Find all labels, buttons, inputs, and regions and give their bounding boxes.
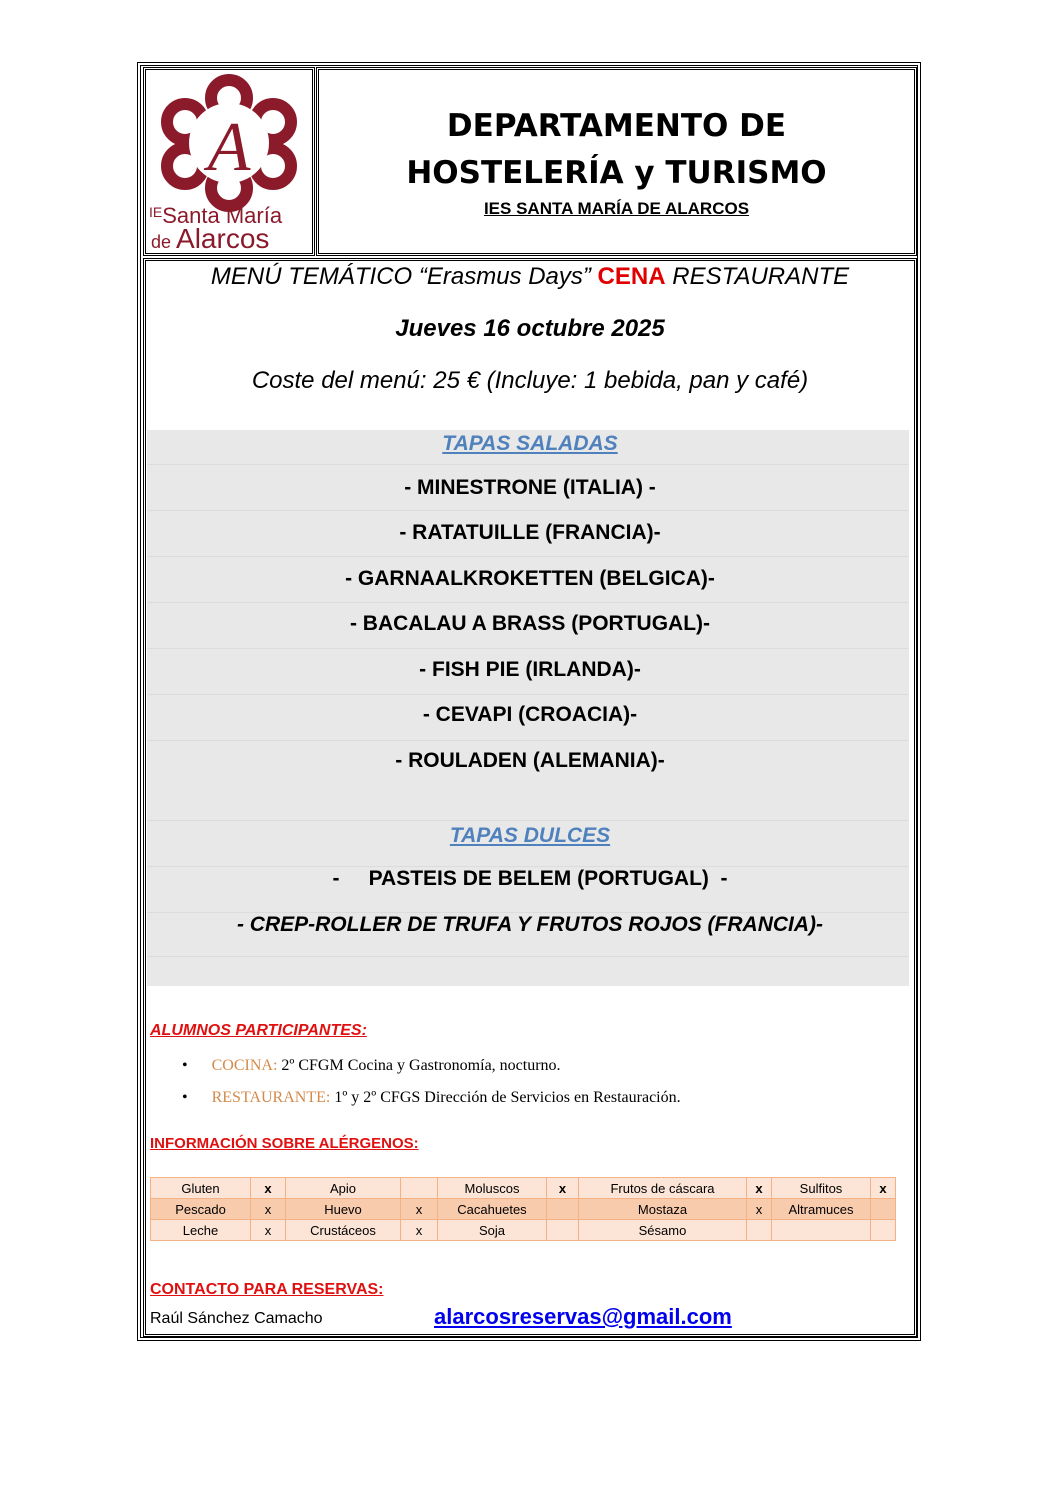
student-text: 1º y 2º CFGS Dirección de Servicios en Restauración. bbox=[330, 1089, 681, 1106]
dish-item: - ROULADEN (ALEMANIA)- bbox=[395, 749, 665, 772]
cell: Soja bbox=[438, 1220, 547, 1241]
cell bbox=[871, 1220, 896, 1241]
cell bbox=[401, 1178, 438, 1199]
menu-date: Jueves 16 octubre 2025 bbox=[395, 315, 665, 342]
cell: Frutos de cáscara bbox=[579, 1178, 747, 1199]
cell bbox=[871, 1199, 896, 1220]
student-item: • COCINA: 2º CFGM Cocina y Gastronomía, nocturno. bbox=[182, 1057, 561, 1074]
contact-name: Raúl Sánchez Camacho bbox=[150, 1310, 323, 1327]
contact-heading: CONTACTO PARA RESERVAS: bbox=[150, 1281, 384, 1298]
school-logo-icon bbox=[146, 70, 312, 253]
student-item: • RESTAURANTE: 1º y 2º CFGS Dirección de Servicios en Restauración. bbox=[182, 1089, 681, 1106]
cell: x bbox=[251, 1178, 286, 1199]
cell: Leche bbox=[151, 1220, 251, 1241]
student-text: 2º CFGM Cocina y Gastronomía, nocturno. bbox=[277, 1057, 561, 1074]
cell: x bbox=[251, 1199, 286, 1220]
table-row bbox=[151, 1199, 896, 1220]
student-label: COCINA: bbox=[211, 1057, 278, 1074]
cell: Apio bbox=[286, 1178, 401, 1199]
table-row bbox=[151, 1220, 896, 1241]
menu-title-pre: MENÚ TEMÁTICO “Erasmus Days” bbox=[210, 263, 598, 290]
dish-item: - RATATUILLE (FRANCIA)- bbox=[399, 521, 661, 544]
cell: Gluten bbox=[151, 1178, 251, 1199]
title-line-1: DEPARTAMENTO DE bbox=[446, 108, 787, 144]
dish-item: - MINESTRONE (ITALIA) - bbox=[404, 476, 656, 499]
cell: x bbox=[401, 1199, 438, 1220]
dish-item: - PASTEIS DE BELEM (PORTUGAL) - bbox=[332, 867, 728, 890]
cell: x bbox=[871, 1178, 896, 1199]
contact-email-link[interactable]: alarcosreservas@gmail.com bbox=[434, 1304, 732, 1329]
menu-title-post: RESTAURANTE bbox=[665, 263, 850, 290]
tapas-dulces-heading: TAPAS DULCES bbox=[449, 824, 611, 847]
header-title bbox=[316, 67, 917, 256]
dish-item: - CREP-ROLLER DE TRUFA Y FRUTOS ROJOS (FRANCIA)- bbox=[236, 913, 824, 936]
logo bbox=[143, 67, 315, 256]
cell: x bbox=[547, 1178, 579, 1199]
cell: Huevo bbox=[286, 1199, 401, 1220]
subtitle: IES SANTA MARÍA DE ALARCOS bbox=[483, 199, 750, 218]
menu-title-highlight: CENA bbox=[597, 263, 666, 290]
cell: Cacahuetes bbox=[438, 1199, 547, 1220]
dish-item: - CEVAPI (CROACIA)- bbox=[422, 703, 638, 726]
svg-text:IESanta María: $^{IE}$Santa María bbox=[149, 203, 283, 228]
table-row bbox=[151, 1178, 896, 1199]
cell bbox=[772, 1220, 871, 1241]
cell: Sésamo bbox=[579, 1220, 747, 1241]
allergens-heading: INFORMACIÓN SOBRE ALÉRGENOS: bbox=[150, 1135, 419, 1152]
cell: Altramuces bbox=[772, 1199, 871, 1220]
cell: Mostaza bbox=[579, 1199, 747, 1220]
svg-text:A: A bbox=[207, 109, 251, 186]
svg-text:de Alarcos: de Alarcos bbox=[151, 223, 270, 253]
student-label: RESTAURANTE: bbox=[211, 1089, 331, 1106]
cell: Moluscos bbox=[438, 1178, 547, 1199]
cell: Crustáceos bbox=[286, 1220, 401, 1241]
menu-cost: Coste del menú: 25 € (Incluye: 1 bebida, pan y café) bbox=[251, 367, 809, 394]
dish-item: - GARNAALKROKETTEN (BELGICA)- bbox=[345, 567, 715, 590]
tapas-saladas-heading: TAPAS SALADAS bbox=[442, 432, 618, 455]
cell: Sulfitos bbox=[772, 1178, 871, 1199]
dish-item: - BACALAU A BRASS (PORTUGAL)- bbox=[349, 612, 711, 635]
cell: x bbox=[747, 1199, 772, 1220]
cell bbox=[547, 1199, 579, 1220]
dish-item: - FISH PIE (IRLANDA)- bbox=[419, 658, 641, 681]
cell: x bbox=[401, 1220, 438, 1241]
cell: x bbox=[747, 1178, 772, 1199]
cell: x bbox=[251, 1220, 286, 1241]
title-line-2: HOSTELERÍA y TURISMO bbox=[406, 155, 827, 191]
cell bbox=[547, 1220, 579, 1241]
cell bbox=[747, 1220, 772, 1241]
menu-title bbox=[143, 263, 917, 291]
allergens-table bbox=[150, 1177, 896, 1241]
cell: Pescado bbox=[151, 1199, 251, 1220]
students-heading: ALUMNOS PARTICIPANTES: bbox=[150, 1022, 367, 1039]
